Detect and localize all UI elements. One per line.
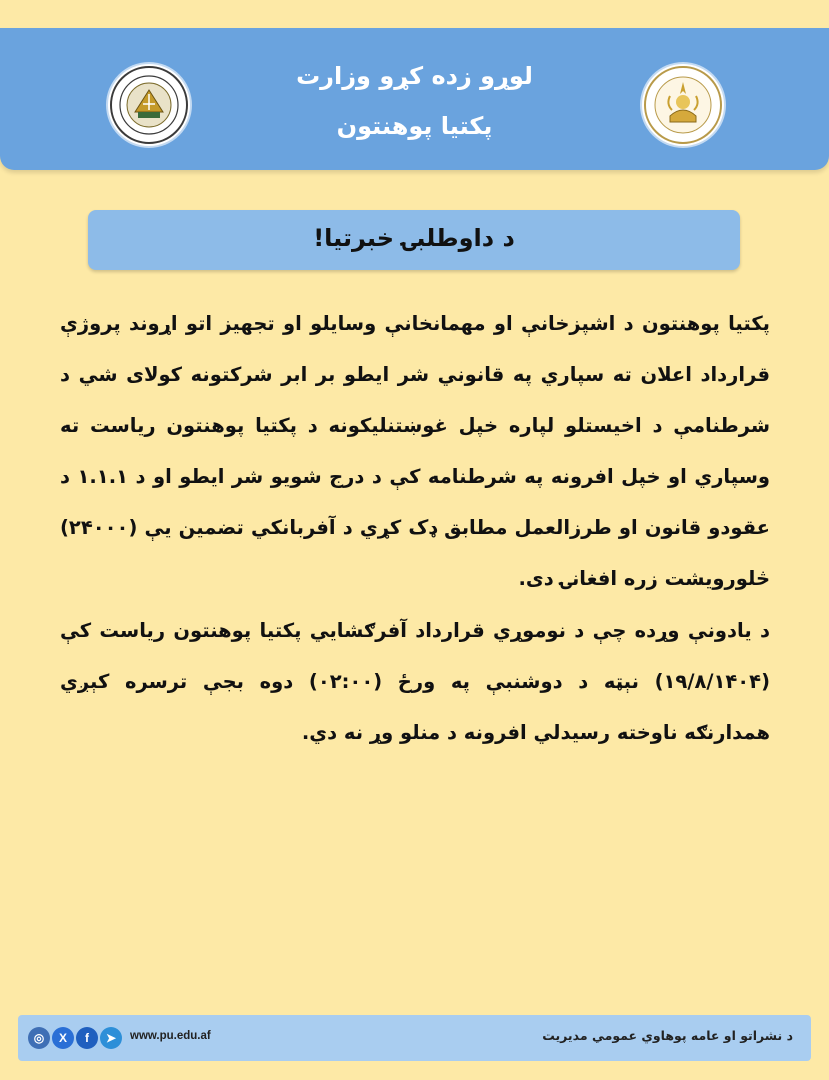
footer-bar <box>18 1015 811 1061</box>
globe-icon[interactable]: ◎ <box>28 1027 50 1049</box>
facebook-icon[interactable]: f <box>76 1027 98 1049</box>
ministry-title: لوړو زده کړو وزارت <box>296 62 533 90</box>
paktia-university-seal-icon <box>108 64 190 146</box>
notice-paragraph-2: د یادونې وړده چې د نوموړي قرارداد آفرګشایي پکتیا پوهنتون ریاست کې (۱۹/۸/۱۴۰۴) نېټه د دوشنبې په ورځ (۰۲:۰۰) دوه بجې ترسره کېږي همدارنګه ناوخته رسیدلي افرونه د منلو وړ نه دي. <box>60 619 770 744</box>
telegram-icon[interactable]: ➤ <box>100 1027 122 1049</box>
x-icon[interactable]: X <box>52 1027 74 1049</box>
announcement-title: د داوطلبۍ خبرتیا! <box>313 224 515 252</box>
university-title: پکتیا پوهنتون <box>336 112 493 140</box>
notice-paragraph-1: پکتیا پوهنتون د اشپزخانې او مهمانخانې وسایلو او تجهیز اتو اړوند پروژې قرارداد اعلان ته سپاري په قانوني شر ایطو بر ابر شرکتونه کولای شي د شرطنامې د اخیستلو لپاره خپل غوښتنلیکونه د پکتیا پوهنتون ریاست ته وسپاري او خپل افرونه په شرطنامه کې د درج شویو شر ایطو او د ۱.۱.۱ د عقودو قانون او طرزالعمل مطابق ډک کړي د آفربانکي تضمین یې (۲۴۰۰۰) څلورویشت زره افغانۍ دی. <box>60 312 770 590</box>
website-link[interactable]: www.pu.edu.af <box>130 1030 211 1042</box>
announcement-banner <box>88 210 740 270</box>
ministry-seal-icon <box>642 64 724 146</box>
footer-org-name: د نشراتو او عامه پوهاوي عمومي مدیریت <box>542 1028 793 1043</box>
page-top-edge <box>0 0 829 30</box>
